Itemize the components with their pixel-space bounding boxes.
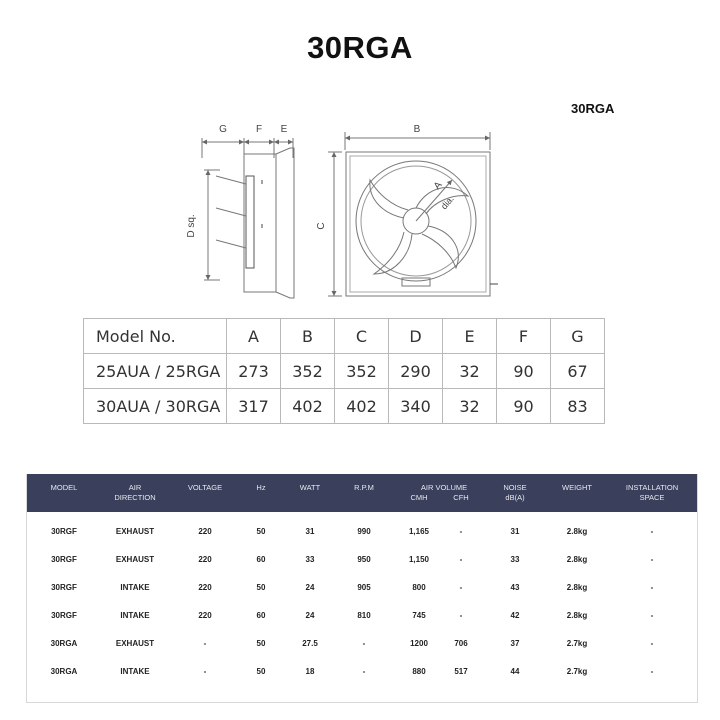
cell-voltage: 220	[198, 611, 212, 620]
cell-c: 352	[335, 354, 389, 389]
cell-d: 290	[389, 354, 443, 389]
header-b: B	[281, 319, 335, 354]
page-title: 30RGA	[307, 30, 413, 65]
spec-header-weight: WEIGHT	[562, 483, 592, 492]
dim-label-d: D sq.	[186, 214, 197, 238]
cell-cfh: 706	[454, 639, 468, 648]
table-row	[84, 389, 605, 424]
table-row	[84, 354, 605, 389]
cell-direction: INTAKE	[120, 611, 150, 620]
spec-header-noise-unit: dB(A)	[505, 493, 525, 502]
table-row	[27, 574, 697, 602]
cell-a: 317	[227, 389, 281, 424]
cell-direction: EXHAUST	[115, 555, 155, 564]
dim-label-a: A	[431, 179, 445, 192]
dimension-table-header	[84, 319, 605, 354]
drawing-model-label: 30RGA	[571, 101, 615, 116]
cell-rpm: 990	[357, 527, 371, 536]
spec-header-installation: INSTALLATION	[625, 483, 679, 492]
cell-model: 30RGF	[51, 527, 77, 536]
cell-b: 402	[281, 389, 335, 424]
cell-direction: EXHAUST	[115, 639, 155, 648]
cell-voltage: 220	[198, 555, 212, 564]
cell-model: 30RGF	[51, 611, 77, 620]
cell-hz: 50	[256, 639, 266, 648]
header-a: A	[227, 319, 281, 354]
spec-header-air: AIR	[128, 483, 142, 492]
spec-header-model: MODEL	[50, 483, 78, 492]
cell-cfh: -	[459, 555, 463, 564]
cell-model: 30RGA	[50, 639, 78, 648]
cell-noise: 37	[510, 639, 520, 648]
cell-voltage: 220	[198, 583, 212, 592]
cell-model: 25AUA / 25RGA	[84, 354, 227, 389]
cell-rpm: -	[362, 667, 366, 676]
table-row	[27, 602, 697, 630]
cell-rpm: -	[362, 639, 366, 648]
spec-header-cmh: CMH	[410, 493, 428, 502]
spec-header-watt: WATT	[299, 483, 321, 492]
technical-drawing	[180, 118, 510, 303]
cell-cmh: 1,165	[408, 527, 430, 536]
table-row	[27, 658, 697, 686]
cell-watt: 27.5	[302, 639, 318, 648]
cell-weight: 2.8kg	[566, 611, 588, 620]
cell-voltage: -	[203, 667, 207, 676]
cell-watt: 33	[305, 555, 315, 564]
dim-label-e: E	[280, 124, 288, 135]
side-view	[202, 138, 294, 298]
dim-label-b: B	[413, 124, 421, 135]
cell-space: -	[650, 639, 654, 648]
spec-header-rpm: R.P.M	[354, 483, 374, 492]
dim-label-dia: dia.	[438, 193, 456, 212]
cell-noise: 33	[510, 555, 520, 564]
header-c: C	[335, 319, 389, 354]
spec-header-noise: NOISE	[503, 483, 527, 492]
cell-direction: INTAKE	[120, 667, 150, 676]
cell-direction: INTAKE	[120, 583, 150, 592]
cell-cmh: 1,150	[408, 555, 430, 564]
dim-label-f: F	[255, 124, 263, 135]
cell-hz: 50	[256, 527, 266, 536]
dim-label-c: C	[316, 222, 327, 230]
header-f: F	[497, 319, 551, 354]
cell-rpm: 905	[357, 583, 371, 592]
cell-f: 90	[497, 354, 551, 389]
cell-cfh: -	[459, 611, 463, 620]
cell-direction: EXHAUST	[115, 527, 155, 536]
cell-voltage: -	[203, 639, 207, 648]
cell-voltage: 220	[198, 527, 212, 536]
cell-g: 67	[551, 354, 605, 389]
spec-header-voltage: VOLTAGE	[187, 483, 223, 492]
table-row	[27, 546, 697, 574]
cell-noise: 43	[510, 583, 520, 592]
table-row	[27, 630, 697, 658]
cell-weight: 2.7kg	[566, 667, 588, 676]
cell-cfh: -	[459, 527, 463, 536]
spec-header-direction: DIRECTION	[114, 493, 156, 502]
header-d: D	[389, 319, 443, 354]
cell-f: 90	[497, 389, 551, 424]
cell-model: 30RGF	[51, 583, 77, 592]
cell-watt: 24	[305, 583, 315, 592]
cell-e: 32	[443, 389, 497, 424]
cell-hz: 50	[256, 583, 266, 592]
cell-e: 32	[443, 354, 497, 389]
cell-hz: 60	[256, 611, 266, 620]
front-view	[328, 132, 498, 296]
header-model: Model No.	[84, 319, 227, 354]
cell-c: 402	[335, 389, 389, 424]
spec-header-air-volume: AIR VOLUME	[420, 483, 468, 492]
spec-header-hz: Hz	[256, 483, 266, 492]
cell-weight: 2.7kg	[566, 639, 588, 648]
cell-watt: 24	[305, 611, 315, 620]
cell-a: 273	[227, 354, 281, 389]
table-row	[27, 518, 697, 546]
spec-table-header	[27, 474, 697, 512]
cell-watt: 18	[305, 667, 315, 676]
header-e: E	[443, 319, 497, 354]
cell-rpm: 810	[357, 611, 371, 620]
cell-cmh: 1200	[410, 639, 428, 648]
cell-watt: 31	[305, 527, 315, 536]
cell-space: -	[650, 527, 654, 536]
cell-cmh: 800	[412, 583, 426, 592]
cell-b: 352	[281, 354, 335, 389]
cell-cmh: 745	[412, 611, 426, 620]
cell-rpm: 950	[357, 555, 371, 564]
cell-model: 30RGA	[50, 667, 78, 676]
dimension-table	[83, 318, 605, 424]
cell-weight: 2.8kg	[566, 527, 588, 536]
spec-header-cfh: CFH	[453, 493, 469, 502]
cell-d: 340	[389, 389, 443, 424]
dim-label-g: G	[219, 124, 227, 135]
cell-weight: 2.8kg	[566, 583, 588, 592]
cell-space: -	[650, 555, 654, 564]
cell-space: -	[650, 611, 654, 620]
cell-model: 30AUA / 30RGA	[84, 389, 227, 424]
cell-hz: 60	[256, 555, 266, 564]
spec-table	[26, 474, 698, 703]
cell-space: -	[650, 583, 654, 592]
cell-noise: 44	[510, 667, 520, 676]
cell-model: 30RGF	[51, 555, 77, 564]
cell-space: -	[650, 667, 654, 676]
cell-cmh: 880	[412, 667, 426, 676]
cell-noise: 31	[510, 527, 520, 536]
cell-hz: 50	[256, 667, 266, 676]
cell-g: 83	[551, 389, 605, 424]
header-g: G	[551, 319, 605, 354]
cell-weight: 2.8kg	[566, 555, 588, 564]
spec-header-space: SPACE	[639, 493, 665, 502]
cell-noise: 42	[510, 611, 520, 620]
cell-cfh: -	[459, 583, 463, 592]
cell-cfh: 517	[454, 667, 468, 676]
